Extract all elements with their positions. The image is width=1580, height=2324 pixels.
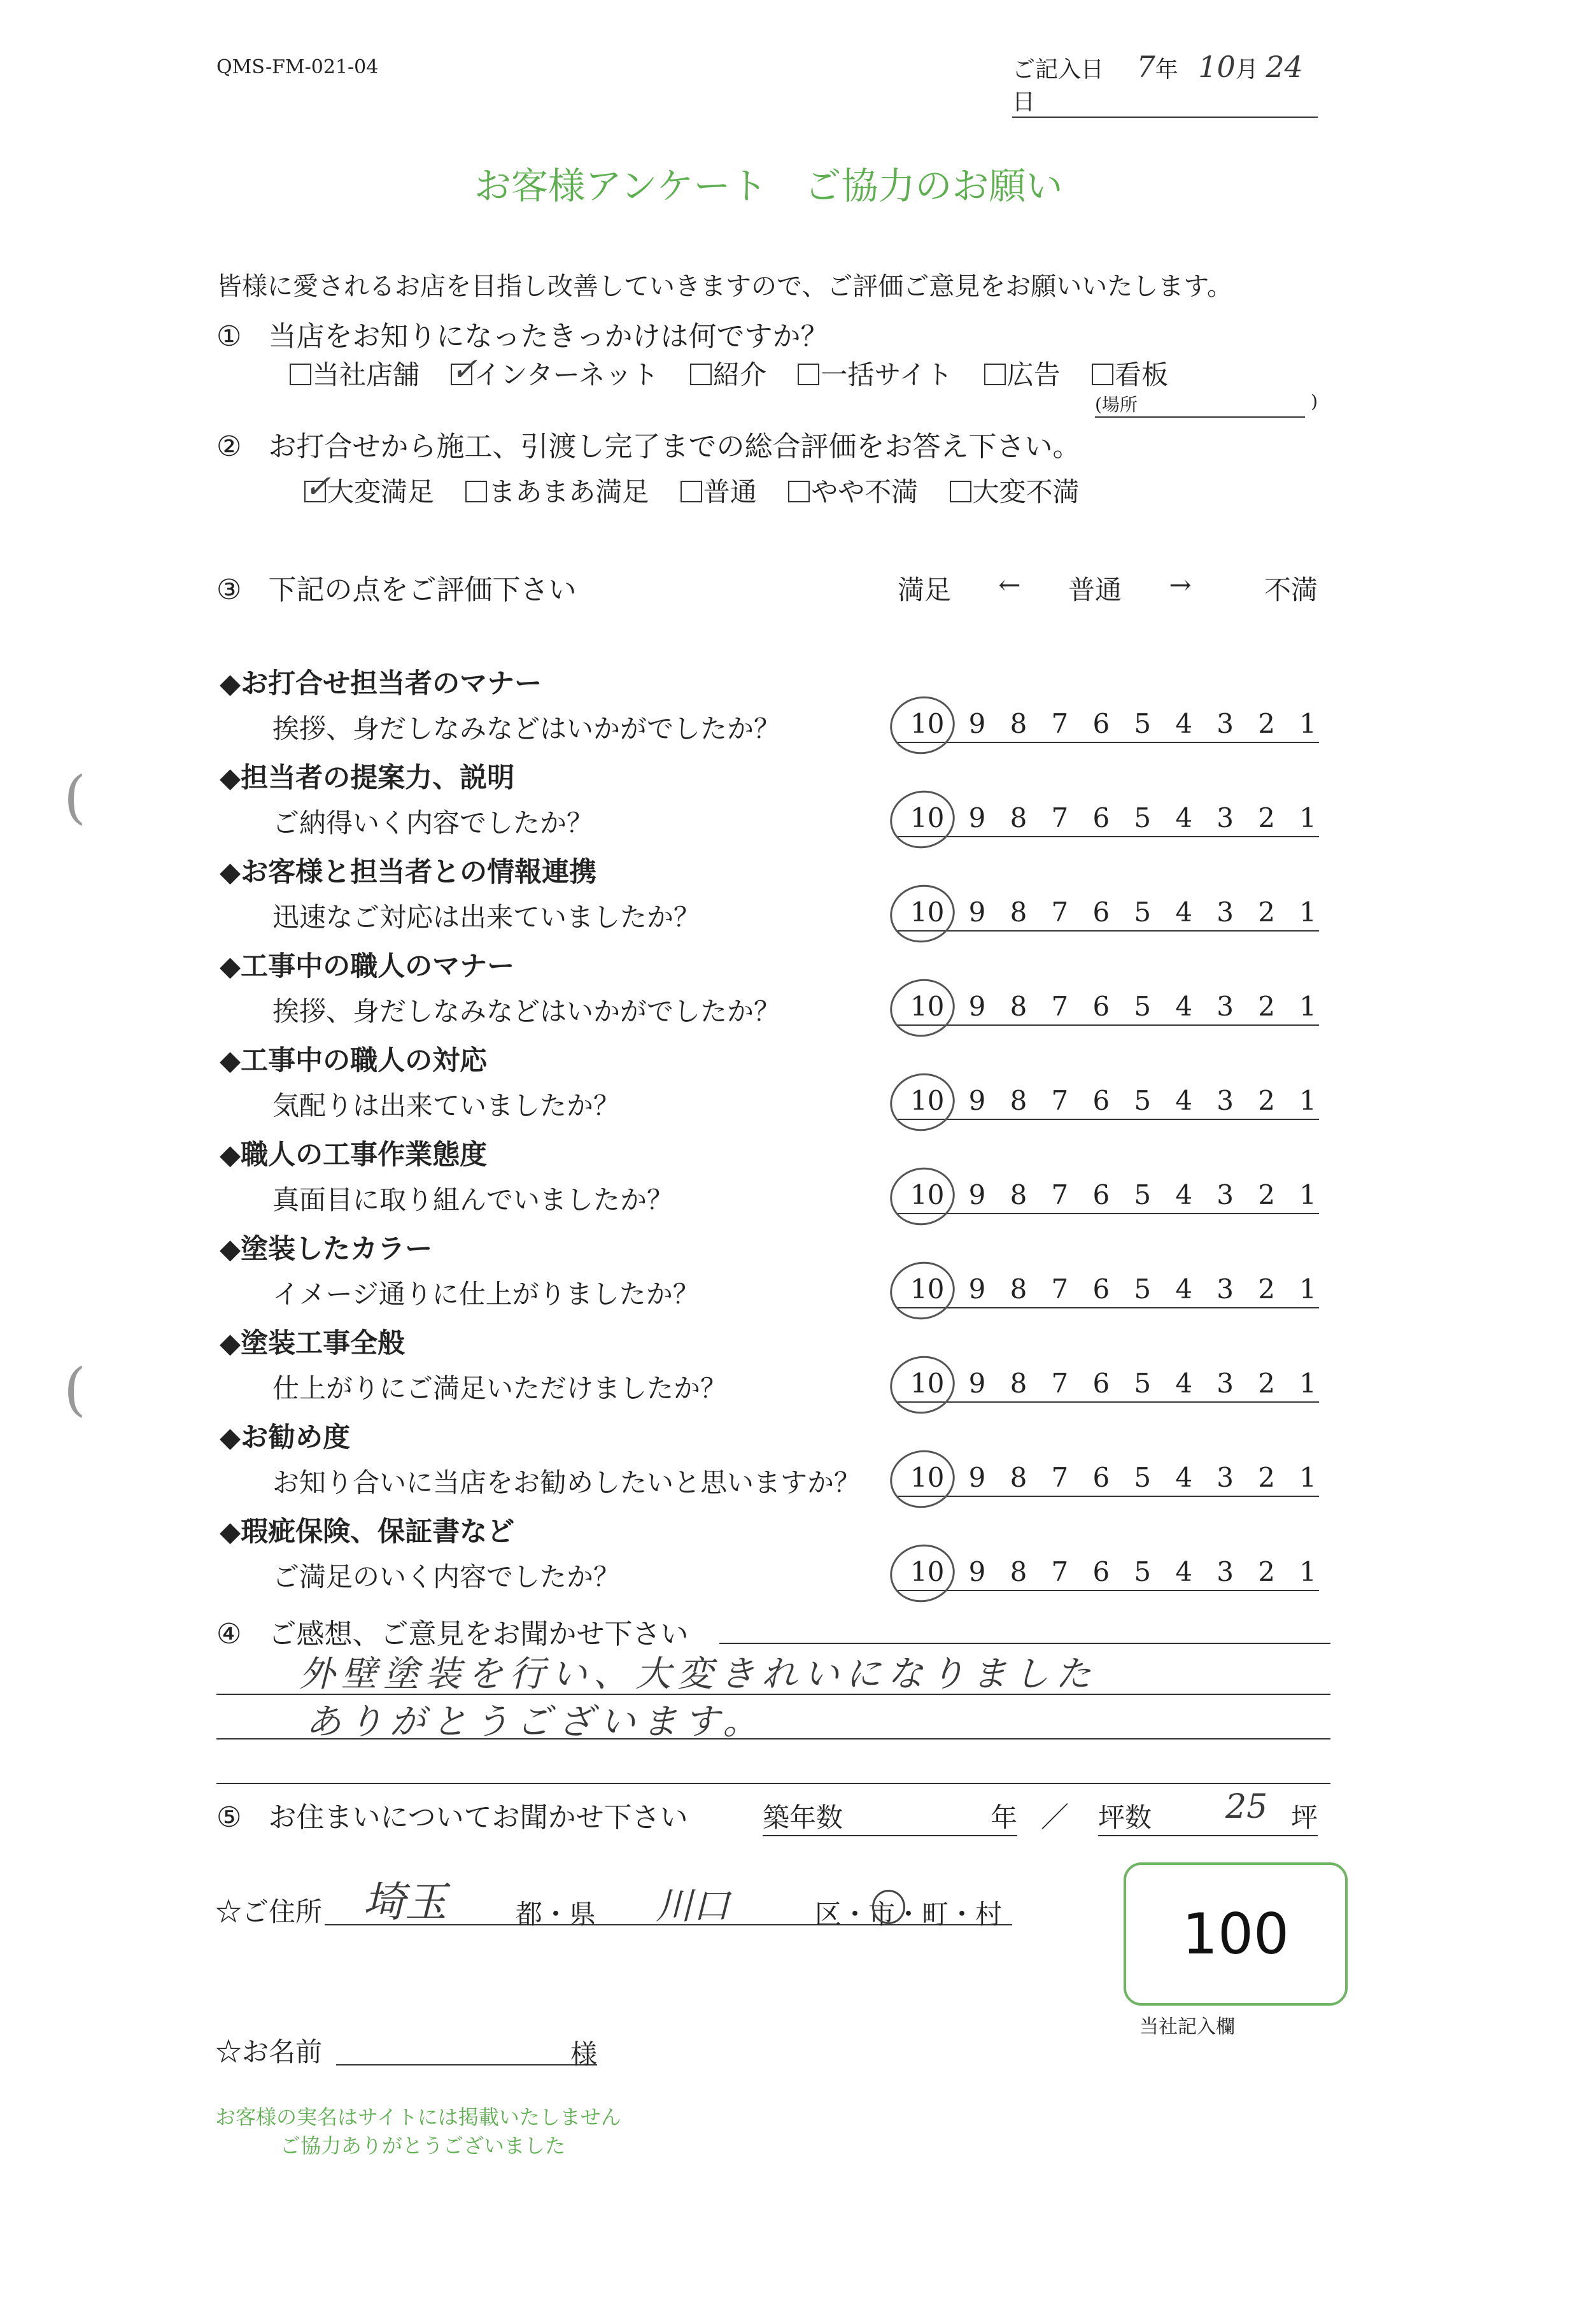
rating-option[interactable]: 4 (1175, 1273, 1193, 1305)
scale-dissatisfied: 不満 (1264, 574, 1318, 606)
rating-option[interactable]: 7 (1051, 1085, 1069, 1116)
score-box (1124, 1862, 1348, 2006)
rating-option[interactable]: 5 (1134, 1556, 1152, 1587)
rating-option[interactable]: 8 (1010, 1085, 1027, 1116)
score-value: 100 (1182, 1901, 1289, 1967)
q1-option-referral[interactable]: 紹介 (690, 359, 766, 390)
punch-hole-mark: ( (64, 1356, 87, 1423)
rating-option[interactable]: 6 (1092, 1368, 1110, 1399)
rating-option[interactable]: 3 (1217, 1462, 1234, 1493)
date-month-unit: 月 (1235, 57, 1259, 83)
q2-option-somewhat-satisfied[interactable]: まあまあ満足 (465, 476, 649, 507)
q2-number: ② (216, 430, 242, 463)
rating-circle-mark (885, 973, 960, 1042)
comment-answer-line1[interactable]: 外壁塗装を行い、大変きれいになりました (299, 1654, 1097, 1695)
rating-option[interactable]: 6 (1092, 1273, 1110, 1305)
rating-option[interactable]: 6 (1092, 1556, 1110, 1587)
rating-item-title: ◆お客様と担当者との情報連携 (220, 856, 597, 888)
rating-option[interactable]: 8 (1010, 991, 1027, 1022)
rating-option[interactable]: 9 (968, 1273, 986, 1305)
rating-option[interactable]: 6 (1092, 1085, 1110, 1116)
rating-option[interactable]: 1 (1299, 1462, 1316, 1493)
rating-option[interactable]: 10 (910, 802, 945, 833)
q2-option-very-satisfied[interactable]: ✓大変満足 (304, 476, 434, 507)
date-label: ご記入日 (1012, 57, 1104, 83)
rating-circle-mark (885, 879, 960, 948)
comment-line-4 (216, 1783, 1330, 1784)
rating-item-question: 挨拶、身だしなみなどはいかがでしたか？ (272, 996, 781, 1027)
rating-option[interactable]: 7 (1051, 1462, 1069, 1493)
rating-option[interactable]: 1 (1299, 1179, 1316, 1210)
page-title: お客様アンケート ご協力のお願い (474, 164, 1063, 208)
rating-option[interactable]: 8 (1010, 708, 1027, 739)
rating-item-question: 仕上がりにご満足いただけましたか？ (272, 1373, 728, 1404)
rating-option[interactable]: 1 (1299, 991, 1316, 1022)
rating-option[interactable]: 4 (1175, 1556, 1193, 1587)
rating-scale[interactable] (898, 708, 1319, 743)
rating-item-title: ◆職人の工事作業態度 (220, 1139, 488, 1171)
building-age-unit: 年 (990, 1802, 1017, 1833)
q1-place-label: (場所 (1095, 394, 1138, 415)
entry-date (1012, 50, 1318, 118)
rating-option[interactable]: 5 (1134, 1179, 1152, 1210)
address-city: 川口 (656, 1884, 730, 1927)
q5-number: ⑤ (216, 1801, 242, 1834)
rating-scale[interactable] (898, 802, 1319, 837)
date-day-value: 24 (1266, 50, 1303, 84)
q3-number: ③ (216, 574, 242, 606)
form-code: QMS-FM-021-04 (216, 56, 379, 78)
rating-scale[interactable] (898, 1085, 1319, 1120)
q4-number: ④ (216, 1618, 242, 1650)
rating-option[interactable]: 10 (910, 896, 945, 928)
rating-option[interactable]: 5 (1134, 1085, 1152, 1116)
building-age-field[interactable] (763, 1797, 1017, 1836)
date-year-value: 7 (1136, 50, 1155, 84)
q1-number: ① (216, 320, 242, 353)
rating-item-question: 気配りは出来ていましたか？ (272, 1090, 621, 1121)
floor-area-unit: 坪 (1290, 1802, 1318, 1833)
rating-circle-mark (885, 784, 960, 854)
rating-scale[interactable] (898, 1556, 1319, 1591)
rating-option[interactable]: 10 (910, 1179, 945, 1210)
q1-option-bulk-site[interactable]: 一括サイト (798, 359, 952, 390)
rating-scale[interactable] (898, 1179, 1319, 1214)
rating-option[interactable]: 3 (1217, 708, 1234, 739)
q1-option-internet[interactable]: ✓ インターネット (451, 359, 658, 390)
rating-scale[interactable] (898, 1368, 1319, 1403)
rating-circle-mark (885, 1161, 960, 1231)
address-label: ☆ご住所 (215, 1896, 323, 1927)
rating-option[interactable]: 5 (1134, 1462, 1152, 1493)
scale-arrow-right: → (1169, 569, 1192, 600)
rating-option[interactable]: 2 (1258, 1368, 1275, 1399)
q1-option-signboard[interactable]: 看板 (1092, 359, 1168, 390)
q2-text: お打合せから施工、引渡し完了までの総合評価をお答え下さい。 (268, 430, 1081, 463)
footer-thanks: ご協力ありがとうございました (280, 2134, 566, 2158)
q1-place-field[interactable] (1095, 391, 1318, 418)
q5-question (216, 1794, 688, 1835)
rating-option[interactable]: 9 (968, 708, 986, 739)
rating-option[interactable]: 5 (1134, 1368, 1152, 1399)
rating-option[interactable]: 6 (1092, 1462, 1110, 1493)
rating-item-question: お知り合いに当店をお勧めしたいと思いますか？ (272, 1467, 861, 1498)
q4-text: ご感想、ご意見をお聞かせ下さい (268, 1618, 689, 1650)
rating-circle-mark (885, 1350, 960, 1419)
rating-item-question: ご満足のいく内容でしたか？ (272, 1561, 621, 1592)
rating-option[interactable]: 1 (1299, 802, 1316, 833)
rating-option[interactable]: 1 (1299, 1368, 1316, 1399)
rating-option[interactable]: 9 (968, 896, 986, 928)
comment-line-3 (216, 1738, 1330, 1739)
rating-item-title: ◆塗装工事全般 (220, 1328, 406, 1359)
rating-option[interactable]: 2 (1258, 1462, 1275, 1493)
rating-option[interactable]: 5 (1134, 991, 1152, 1022)
rating-option[interactable]: 6 (1092, 708, 1110, 739)
rating-option[interactable]: 8 (1010, 1179, 1027, 1210)
rating-option[interactable]: 4 (1175, 802, 1193, 833)
rating-option[interactable]: 3 (1217, 1368, 1234, 1399)
rating-option[interactable]: 10 (910, 1085, 945, 1116)
rating-option[interactable]: 4 (1175, 1085, 1193, 1116)
q5-text: お住まいについてお聞かせ下さい (268, 1801, 688, 1834)
rating-option[interactable]: 9 (968, 1085, 986, 1116)
q2-options (304, 471, 1103, 509)
rating-option[interactable]: 2 (1258, 1085, 1275, 1116)
score-caption: 当社記入欄 (1139, 2016, 1235, 2038)
rating-option[interactable]: 3 (1217, 896, 1234, 928)
address-field[interactable] (325, 1878, 1012, 1930)
rating-option[interactable]: 2 (1258, 1556, 1275, 1587)
rating-option[interactable]: 1 (1299, 708, 1316, 739)
address-prefecture: 埼玉 (363, 1878, 447, 1927)
rating-scale[interactable] (898, 1462, 1319, 1497)
rating-option[interactable]: 4 (1175, 896, 1193, 928)
rating-option[interactable]: 9 (968, 1179, 986, 1210)
name-field[interactable] (336, 2034, 597, 2070)
rating-circle-mark (885, 1538, 960, 1608)
q3-text: 下記の点をご評価下さい (268, 574, 577, 606)
rating-option[interactable]: 5 (1134, 802, 1152, 833)
comment-answer-line2[interactable]: ありがとうございます。 (306, 1701, 765, 1743)
scale-satisfied: 満足 (898, 574, 952, 606)
rating-item-title: ◆お勧め度 (220, 1422, 351, 1454)
city-circle-mark (872, 1890, 905, 1924)
rating-option[interactable]: 2 (1258, 991, 1275, 1022)
rating-option[interactable]: 1 (1299, 1273, 1316, 1305)
rating-option[interactable]: 1 (1299, 1085, 1316, 1116)
q1-place-close: ) (1311, 391, 1318, 412)
q2-question (216, 423, 1080, 464)
q1-question (216, 313, 828, 354)
q1-options (290, 354, 1191, 392)
rating-option[interactable]: 4 (1175, 1462, 1193, 1493)
rating-scale[interactable] (898, 896, 1319, 932)
rating-option[interactable]: 10 (910, 1462, 945, 1493)
rating-option[interactable]: 1 (1299, 896, 1316, 928)
rating-item-title: ◆お打合せ担当者のマナー (220, 668, 542, 700)
rating-option[interactable]: 6 (1092, 991, 1110, 1022)
rating-circle-mark (885, 690, 960, 760)
rating-scale[interactable] (898, 1273, 1319, 1308)
rating-option[interactable]: 9 (968, 1368, 986, 1399)
q5-separator: ／ (1041, 1801, 1069, 1834)
name-suffix: 様 (570, 2039, 597, 2070)
rating-option[interactable]: 8 (1010, 1273, 1027, 1305)
rating-option[interactable]: 3 (1217, 1085, 1234, 1116)
rating-option[interactable]: 7 (1051, 1273, 1069, 1305)
rating-option[interactable]: 7 (1051, 802, 1069, 833)
rating-option[interactable]: 3 (1217, 1273, 1234, 1305)
rating-option[interactable]: 4 (1175, 991, 1193, 1022)
rating-option[interactable]: 2 (1258, 896, 1275, 928)
rating-item-title: ◆工事中の職人の対応 (220, 1045, 488, 1077)
rating-option[interactable]: 6 (1092, 1179, 1110, 1210)
rating-item-title: ◆工事中の職人のマナー (220, 951, 515, 982)
rating-option[interactable]: 10 (910, 1368, 945, 1399)
rating-option[interactable]: 6 (1092, 802, 1110, 833)
rating-option[interactable]: 7 (1051, 708, 1069, 739)
rating-option[interactable]: 5 (1134, 708, 1152, 739)
rating-option[interactable]: 10 (910, 1556, 945, 1587)
name-label: ☆お名前 (215, 2036, 323, 2067)
rating-option[interactable]: 3 (1217, 991, 1234, 1022)
scale-arrow-left: ← (998, 569, 1021, 600)
q2-option-very-dissatisfied[interactable]: 大変不満 (950, 476, 1080, 507)
rating-option[interactable]: 5 (1134, 1273, 1152, 1305)
date-year-unit: 年 (1155, 57, 1178, 83)
comment-line-1 (719, 1643, 1330, 1644)
rating-option[interactable]: 10 (910, 708, 945, 739)
rating-circle-mark (885, 1444, 960, 1513)
floor-area-label: 坪数 (1098, 1802, 1152, 1833)
rating-option[interactable]: 7 (1051, 896, 1069, 928)
rating-option[interactable]: 9 (968, 991, 986, 1022)
rating-option[interactable]: 4 (1175, 1368, 1193, 1399)
rating-option[interactable]: 3 (1217, 1179, 1234, 1210)
rating-option[interactable]: 2 (1258, 1273, 1275, 1305)
rating-option[interactable]: 8 (1010, 896, 1027, 928)
rating-item-title: ◆瑕疵保険、保証書など (220, 1516, 515, 1548)
scale-header (898, 569, 1318, 607)
rating-option[interactable]: 4 (1175, 1179, 1193, 1210)
rating-option[interactable]: 8 (1010, 1556, 1027, 1587)
rating-option[interactable]: 4 (1175, 708, 1193, 739)
rating-item-question: ご納得いく内容でしたか？ (272, 807, 594, 839)
building-age-label: 築年数 (763, 1802, 843, 1833)
rating-item-title: ◆塗装したカラー (220, 1233, 433, 1265)
rating-option[interactable]: 9 (968, 802, 986, 833)
rating-option[interactable]: 7 (1051, 1179, 1069, 1210)
rating-option[interactable]: 8 (1010, 1462, 1027, 1493)
rating-option[interactable]: 9 (968, 1556, 986, 1587)
rating-option[interactable]: 7 (1051, 991, 1069, 1022)
floor-area-field[interactable] (1098, 1788, 1318, 1836)
intro-text: 皆様に愛されるお店を目指し改善していきますので、ご評価ご意見をお願いいたします。 (216, 272, 1232, 301)
rating-option[interactable]: 7 (1051, 1556, 1069, 1587)
rating-scale[interactable] (898, 991, 1319, 1026)
date-month-value: 10 (1198, 50, 1236, 84)
punch-hole-mark: ( (64, 764, 87, 831)
address-city-units: 区・市・町・村 (815, 1899, 1003, 1930)
q2-option-somewhat-dissatisfied[interactable]: やや不満 (788, 476, 918, 507)
rating-option[interactable]: 2 (1258, 802, 1275, 833)
address-pref-units: 都・県 (516, 1899, 596, 1930)
rating-item-question: 挨拶、身だしなみなどはいかがでしたか？ (272, 713, 781, 744)
rating-option[interactable]: 1 (1299, 1556, 1316, 1587)
rating-option[interactable]: 8 (1010, 802, 1027, 833)
rating-item-question: イメージ通りに仕上がりましたか？ (272, 1279, 700, 1310)
rating-option[interactable]: 6 (1092, 896, 1110, 928)
rating-option[interactable]: 3 (1217, 1556, 1234, 1587)
rating-option[interactable]: 8 (1010, 1368, 1027, 1399)
rating-option[interactable]: 2 (1258, 708, 1275, 739)
rating-option[interactable]: 9 (968, 1462, 986, 1493)
rating-option[interactable]: 5 (1134, 896, 1152, 928)
q1-option-store[interactable]: 当社店舗 (290, 359, 420, 390)
rating-item-question: 迅速なご対応は出来ていましたか？ (272, 902, 701, 933)
rating-option[interactable]: 7 (1051, 1368, 1069, 1399)
rating-option[interactable]: 10 (910, 991, 945, 1022)
rating-item-title: ◆担当者の提案力、説明 (220, 762, 515, 794)
q2-option-neutral[interactable]: 普通 (681, 476, 757, 507)
rating-option[interactable]: 10 (910, 1273, 945, 1305)
rating-circle-mark (885, 1256, 960, 1325)
q1-text: 当店をお知りになったきっかけは何ですか？ (268, 320, 829, 353)
rating-option[interactable]: 2 (1258, 1179, 1275, 1210)
q3-question (216, 567, 576, 607)
rating-circle-mark (885, 1067, 960, 1137)
rating-option[interactable]: 3 (1217, 802, 1234, 833)
scale-neutral: 普通 (1068, 574, 1122, 606)
rating-item-question: 真面目に取り組んでいましたか？ (272, 1184, 674, 1215)
floor-area-value: 25 (1225, 1788, 1268, 1826)
footer-privacy-note: お客様の実名はサイトには掲載いたしません (215, 2105, 621, 2129)
q1-option-ad[interactable]: 広告 (984, 359, 1061, 390)
date-day-unit: 日 (1012, 89, 1036, 115)
